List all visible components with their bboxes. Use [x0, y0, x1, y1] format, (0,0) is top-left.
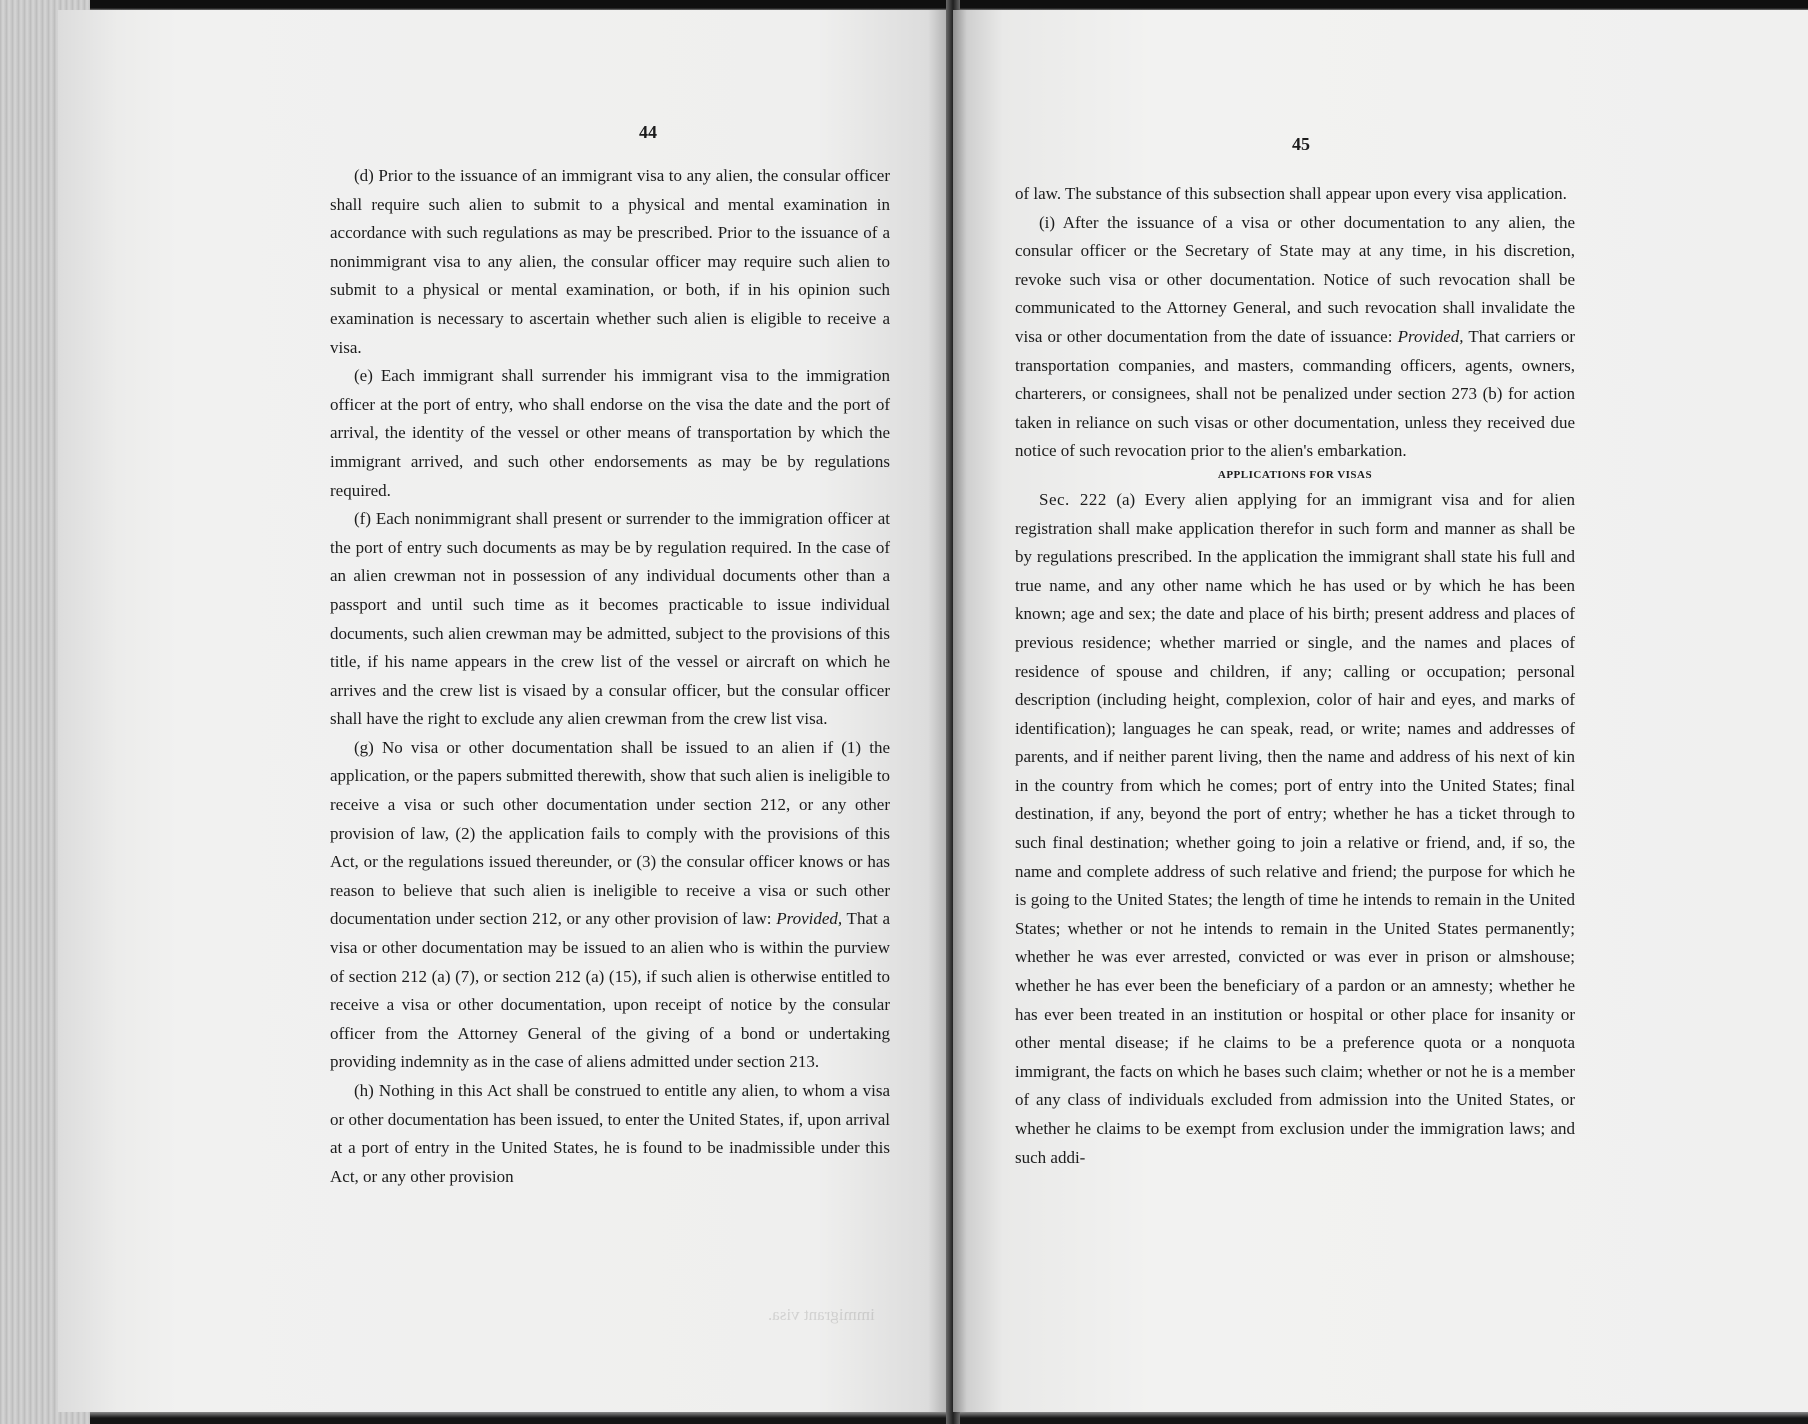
page-number: 45: [1292, 134, 1310, 154]
bleed-through-text: immigrant visa.: [768, 1305, 875, 1324]
section-label: Sec. 222: [1039, 489, 1107, 509]
paragraph-f: (f) Each nonimmigrant shall present or surrender to the immigration officer at the port of entry such documents as may be by regulation required. In the case of an alien crewman not in possession of any individual documents other than a passport and until such time as it becomes practicable to issue individual documents, such alien crewman may be admitted, subject to the provisions of this title, if his name appears in the crew list of the vessel or aircraft on which he arrives and the crew list is visaed by a consular officer, but the consular officer shall have the right to exclude any alien crewman from the crew list visa.: [330, 509, 890, 729]
section-heading: APPLICATIONS FOR VISAS: [1217, 468, 1373, 481]
paragraph-i: [1015, 209, 1575, 466]
continuation-text: of law. The substance of this subsection shall appear upon every visa application.: [1015, 184, 1567, 203]
proviso-word: Provided,: [1397, 326, 1464, 346]
paragraph-i-proviso: That carriers or transportation companies, and masters, commanding officers, agents, owners, charterers, or consignees, shall not be penalized under section 273 (b) for action taken in reliance on such visas or other documentation, unless they received due notice of such revocation prior to the alien's embarkation.: [1015, 326, 1576, 461]
paragraph-e: (e) Each immigrant shall surrender his immigrant visa to the immigration officer at the port of entry, who shall endorse on the visa the date and the port of arrival, the identity of the vessel or other means of transportation by which the immigrant arrived, and such other endorsements as may be by regulations required.: [330, 366, 890, 500]
right-page: [953, 10, 1808, 1412]
section-222-text: (a) Every alien applying for an immigrant visa and for alien registration shall make application therefor in such form and manner as shall be by regulations prescribed. In the application the immigrant shall state his full and true name, and any other name which he has used or by which he has been known; age and sex; the date and place of his birth; present address and places of previous residence; whether married or single, and the names and places of residence of spouse and children, if any; calling or occupation; personal description (including height, complexion, color of hair and eyes, and marks of identification); languages he can speak, read, or write; names and addresses of parents, and if neither parent living, then the name and address of his next of kin in the country from which he comes; port of entry into the United States; final destination, if any, beyond the port of entry; whether he has a ticket through to such final destination; whether going to join a relative or friend, and, if so, the name and complete address of such relative and friend; the purpose for which he is going to the United States; the length of time he intends to remain in the United States; whether or not he intends to remain in the United States permanently; whether he was ever arrested, convicted or was ever in prison or almshouse; whether he has ever been the beneficiary of a pardon or an amnesty; whether he has ever been treated in an institution or hospital or other place for insanity or other mental disease; if he claims to be a preference quota or a nonquota immigrant, the facts on which he bases such claim; whether or not he is a member of any class of individuals excluded from admission into the United States, or whether he claims to be exempt from exclusion under the immigration laws; and such addi-: [1015, 489, 1576, 1167]
paragraph-g-main: (g) No visa or other documentation shall be issued to an alien if (1) the application, or the papers submitted therewith, show that such alien is ineligible to receive a visa or such other documentation under section 212, or any other provision of law, (2) the application fails to comply with the provisions of this Act, or the regulations issued thereunder, or (3) the consular officer knows or has reason to believe that such alien is ineligible to receive a visa or such other documentation under section 212, or any other provision of law:: [330, 737, 890, 929]
section-222-paragraph: [1015, 486, 1575, 1172]
left-page-body: [330, 162, 890, 1191]
paragraph-i-main: (i) After the issuance of a visa or other documentation to any alien, the consular officer or the Secretary of State may at any time, in his discretion, revoke such visa or other documentation. Notice of such revocation shall be communicated to the Attorney General, and such revocation shall invalidate the visa or other documentation from the date of issuance:: [1015, 212, 1575, 346]
paragraph-h: (h) Nothing in this Act shall be construed to entitle any alien, to whom a visa or other documentation has been issued, to enter the United States, if, upon arrival at a port of entry in the United States, he is found to be inadmissible under this Act, or any other provision: [330, 1081, 890, 1186]
proviso-word: Provided,: [776, 909, 843, 929]
left-page: [58, 10, 951, 1412]
paragraph-d: (d) Prior to the issuance of an immigrant visa to any alien, the consular officer shall require such alien to submit to a physical and mental examination in accordance with such regulations as may be prescribed. Prior to the issuance of a nonimmigrant visa to any alien, the consular officer may require such alien to submit to a physical or mental examination, or both, if in his opinion such examination is necessary to ascertain whether such alien is eligible to receive a visa.: [330, 166, 890, 357]
paragraph-g-proviso: That a visa or other documentation may be issued to an alien who is within the purview of section 212 (a) (7), or section 212 (a) (15), if such alien is otherwise entitled to receive a visa or other documentation, upon receipt of notice by the consular officer from the Attorney General of the giving of a bond or undertaking providing indemnity as in the case of aliens admitted under section 213.: [330, 909, 890, 1072]
paragraph-g: [330, 734, 890, 1077]
page-number: 44: [639, 122, 657, 142]
right-page-body: [1015, 180, 1575, 1172]
